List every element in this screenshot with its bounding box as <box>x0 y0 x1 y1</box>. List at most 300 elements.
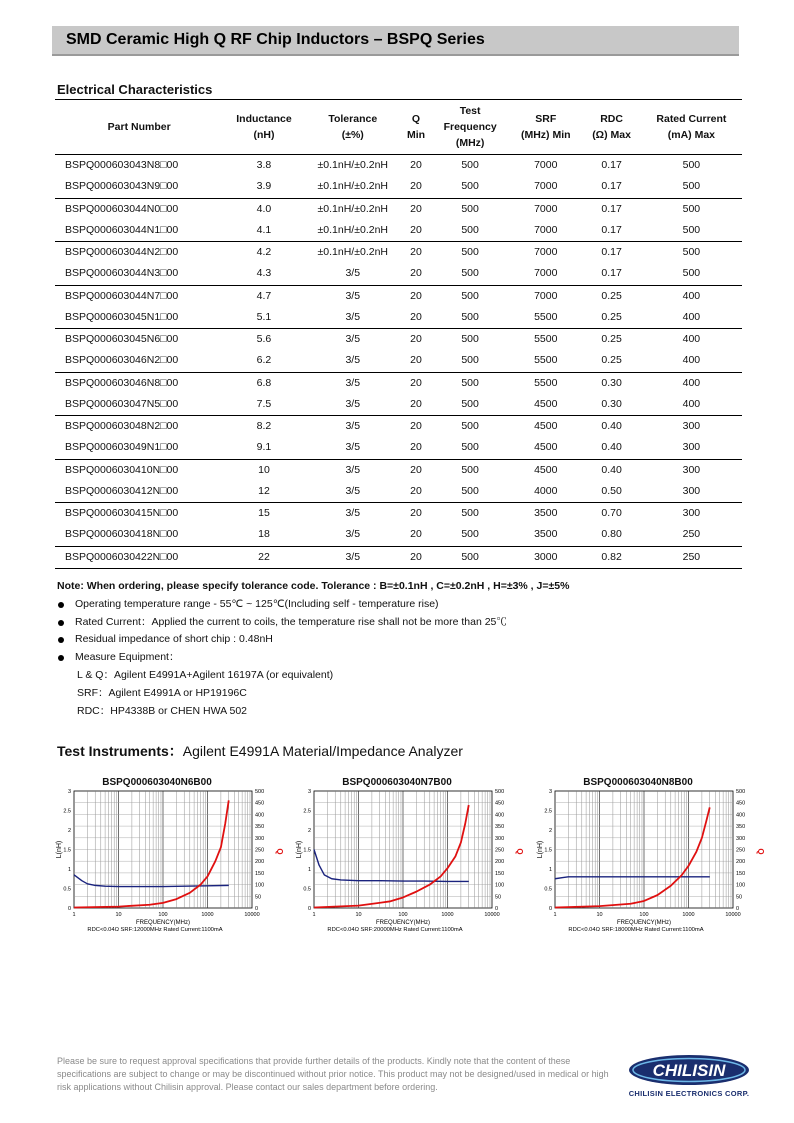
section-title: Electrical Characteristics <box>57 82 213 97</box>
y2-tick-label: 250 <box>736 847 746 854</box>
ordering-note: Note: When ordering, please specify tolerance code. Tolerance : B=±0.1nH , C=±0.2nH , H=±3% , J=±5% <box>57 580 570 592</box>
table-cell: 500 <box>461 159 479 172</box>
y2-tick-label: 200 <box>736 859 746 866</box>
table-cell: 0.25 <box>601 289 622 302</box>
table-cell: 0.50 <box>582 481 640 503</box>
table-cell: 0.40 <box>601 420 622 433</box>
table-cell: 3/5 <box>305 437 401 459</box>
table-cell: 0.82 <box>582 546 640 568</box>
table-cell: 7000 <box>509 176 582 198</box>
y2-tick-label: 450 <box>255 800 265 807</box>
table-cell: 0.30 <box>582 394 640 416</box>
x-tick-label: 1000 <box>201 912 214 918</box>
table-cell: 3.8 <box>256 159 272 172</box>
column-header-line: (MHz) <box>455 137 485 149</box>
y2-axis-label: Q <box>756 848 765 855</box>
table-cell: 0.25 <box>601 333 622 346</box>
table-cell: 4.7 <box>256 289 272 302</box>
column-header <box>401 100 431 155</box>
table-cell: 300 <box>682 463 701 476</box>
y-tick-label: 1.5 <box>303 847 311 854</box>
table-cell: ±0.1nH/±0.2nH <box>317 246 388 259</box>
table-cell: 0.17 <box>601 202 622 215</box>
x-axis-label: FREQUENCY(MHz) <box>617 920 671 926</box>
table-row <box>55 198 742 220</box>
table-row <box>55 437 742 459</box>
table-cell: 500 <box>431 524 509 546</box>
table-cell: 0.70 <box>601 507 622 520</box>
table-cell: 20 <box>410 420 422 433</box>
x-tick-label: 10000 <box>725 912 741 918</box>
table-body <box>55 155 742 569</box>
table-cell: 500 <box>641 176 742 198</box>
table-cell: 3/5 <box>305 524 401 546</box>
column-header-line: Part Number <box>107 121 171 133</box>
y-tick-label: 2 <box>307 828 311 834</box>
test-instruments <box>57 741 463 761</box>
y-tick-label: 0.5 <box>544 886 552 893</box>
company-name: CHILISIN ELECTRONICS CORP. <box>628 1089 750 1098</box>
part-number-cell: BSPQ000603044N7□00 <box>65 289 179 302</box>
part-number-cell: BSPQ0006030415N□00 <box>65 507 179 520</box>
chart-caption: RDC<0.04Ω SRF:20000MHz Rated Current:1100mA <box>327 927 463 933</box>
table-cell: 20 <box>410 202 422 215</box>
table-cell: 20 <box>410 159 422 172</box>
table-cell: 500 <box>641 220 742 242</box>
table-cell: 20 <box>410 289 422 302</box>
table-cell: 400 <box>682 333 701 346</box>
y-tick-label: 3 <box>548 789 552 795</box>
table-cell: 0.30 <box>601 376 622 389</box>
y2-tick-label: 0 <box>255 906 259 912</box>
table-cell: 4.0 <box>256 202 272 215</box>
table-cell: 500 <box>641 263 742 285</box>
y2-tick-label: 50 <box>255 894 262 901</box>
table-cell: 6.2 <box>223 350 304 372</box>
part-number-cell: BSPQ000603048N2□00 <box>65 420 179 433</box>
table-cell: 500 <box>431 307 509 329</box>
y2-tick-label: 400 <box>495 812 505 819</box>
chart-3 <box>533 777 773 947</box>
part-number-cell: BSPQ000603043N8□00 <box>65 159 179 172</box>
y2-tick-label: 500 <box>255 789 265 795</box>
part-number-cell: BSPQ0006030418N□00 <box>55 524 223 546</box>
part-number-cell: BSPQ0006030412N□00 <box>55 481 223 503</box>
title-bar <box>52 26 739 56</box>
table-cell: 500 <box>431 394 509 416</box>
table-cell: 7.5 <box>223 394 304 416</box>
x-tick-label: 10 <box>596 912 603 918</box>
table-cell: 500 <box>461 333 479 346</box>
chart-2 <box>292 777 532 947</box>
y2-tick-label: 250 <box>495 847 505 854</box>
column-header <box>305 100 401 155</box>
table-cell: 4.1 <box>223 220 304 242</box>
table-cell: 3/5 <box>305 350 401 372</box>
y2-tick-label: 50 <box>495 894 502 901</box>
table-cell: 500 <box>431 220 509 242</box>
x-tick-label: 10000 <box>244 912 260 918</box>
table-row <box>55 546 742 568</box>
table-row <box>55 155 742 177</box>
y-tick-label: 1 <box>548 867 552 873</box>
y-tick-label: 1.5 <box>63 847 71 854</box>
chart-svg <box>52 787 292 947</box>
table-cell: 20 <box>401 263 431 285</box>
table-cell: 500 <box>682 246 701 259</box>
table-row <box>55 176 742 198</box>
table-cell: 5500 <box>509 350 582 372</box>
table-cell: 0.25 <box>582 350 640 372</box>
table-cell: 10 <box>258 463 270 476</box>
table-cell: 300 <box>641 437 742 459</box>
column-header <box>641 100 742 155</box>
column-header-line: RDC <box>600 113 623 125</box>
y2-tick-label: 500 <box>736 789 746 795</box>
note-bullet: Measure Equipment： <box>57 649 757 667</box>
table-cell: 20 <box>401 307 431 329</box>
table-cell: 4500 <box>534 463 558 476</box>
y2-tick-label: 350 <box>255 824 265 831</box>
equipment-line: SRF：Agilent E4991A or HP19196C <box>77 686 247 699</box>
table-cell: 0.80 <box>582 524 640 546</box>
table-row <box>55 307 742 329</box>
table-row <box>55 285 742 307</box>
table-cell: 500 <box>461 507 479 520</box>
chart-title: BSPQ000603040N6B00 <box>102 777 212 788</box>
y2-tick-label: 350 <box>736 824 746 831</box>
equipment-line: L & Q：Agilent E4991A+Agilent 16197A (or equivalent) <box>77 668 334 681</box>
part-number-cell: BSPQ000603049N1□00 <box>55 437 223 459</box>
table-cell: 0.25 <box>582 307 640 329</box>
table-cell: 0.17 <box>582 220 640 242</box>
table-cell: 7000 <box>534 246 558 259</box>
x-tick-label: 1 <box>553 912 557 918</box>
column-header <box>55 100 223 155</box>
table-cell: 400 <box>682 289 701 302</box>
y2-tick-label: 0 <box>736 906 740 912</box>
table-row <box>55 459 742 481</box>
table-row <box>55 350 742 372</box>
y2-tick-label: 500 <box>495 789 505 795</box>
y-tick-label: 1 <box>67 867 71 873</box>
test-instruments-value: Agilent E4991A Material/Impedance Analyzer <box>182 743 463 759</box>
table-row <box>55 524 742 546</box>
y-tick-label: 2 <box>67 828 71 834</box>
chart-title: BSPQ000603040N7B00 <box>342 777 452 788</box>
table-cell: ±0.1nH/±0.2nH <box>317 159 388 172</box>
table-cell: 8.2 <box>256 420 272 433</box>
table-cell: 500 <box>431 437 509 459</box>
table-cell: 20 <box>401 524 431 546</box>
table-cell: 500 <box>461 376 479 389</box>
note-bullet: Residual impedance of short chip : 0.48nH <box>57 631 757 649</box>
y-axis-label: L(nH) <box>296 840 303 859</box>
x-tick-label: 10000 <box>484 912 500 918</box>
column-header <box>582 100 640 155</box>
part-number-cell: BSPQ000603046N8□00 <box>65 376 179 389</box>
y-tick-label: 1.5 <box>544 847 552 854</box>
column-header <box>223 100 304 155</box>
column-header-line: Rated Current <box>656 113 727 125</box>
table-row <box>55 263 742 285</box>
y-tick-label: 1 <box>307 867 311 873</box>
part-number-cell: BSPQ000603047N5□00 <box>55 394 223 416</box>
table-cell: 4000 <box>509 481 582 503</box>
notes <box>57 578 757 720</box>
page-title: SMD Ceramic High Q RF Chip Inductors – BSPQ Series <box>66 31 485 48</box>
table-row <box>55 329 742 351</box>
column-header-line: SRF <box>535 113 557 125</box>
x-tick-label: 100 <box>398 912 408 918</box>
table-cell: 3500 <box>509 524 582 546</box>
y2-tick-label: 350 <box>495 824 505 831</box>
table-row <box>55 220 742 242</box>
y2-tick-label: 50 <box>736 894 743 901</box>
table-row <box>55 481 742 503</box>
table-cell: 0.17 <box>582 263 640 285</box>
table-cell: 20 <box>401 176 431 198</box>
x-tick-label: 1000 <box>441 912 454 918</box>
table-cell: 250 <box>641 546 742 568</box>
table-cell: 4500 <box>534 420 558 433</box>
table-cell: 3/5 <box>345 333 361 346</box>
chart-caption: RDC<0.04Ω SRF:12000MHz Rated Current:1100mA <box>87 927 223 933</box>
y-tick-label: 2 <box>548 828 552 834</box>
y2-tick-label: 150 <box>736 870 746 877</box>
table-cell: 500 <box>682 159 701 172</box>
table-cell: 500 <box>461 202 479 215</box>
table-cell: 4500 <box>509 437 582 459</box>
part-number-cell: BSPQ000603046N2□00 <box>55 350 223 372</box>
y-tick-label: 2.5 <box>303 808 311 815</box>
table-cell: 400 <box>641 350 742 372</box>
part-number-cell: BSPQ000603044N2□00 <box>65 246 179 259</box>
note-bullet: Operating temperature range - 55℃ ~ 125℃(Including self - temperature rise) <box>57 596 757 614</box>
table-cell: 3/5 <box>345 507 361 520</box>
y2-tick-label: 100 <box>495 882 505 889</box>
table-cell: ±0.1nH/±0.2nH <box>317 202 388 215</box>
table-cell: ±0.1nH/±0.2nH <box>305 176 401 198</box>
table-cell: 300 <box>682 420 701 433</box>
table-cell: 500 <box>461 420 479 433</box>
x-axis-label: FREQUENCY(MHz) <box>136 920 190 926</box>
part-number-cell: BSPQ000603044N0□00 <box>65 202 179 215</box>
chart-caption: RDC<0.04Ω SRF:18000MHz Rated Current:1100mA <box>568 927 704 933</box>
table-cell: 4.2 <box>256 246 272 259</box>
part-number-cell: BSPQ0006030422N□00 <box>55 546 223 568</box>
table-cell: 300 <box>682 507 701 520</box>
part-number-cell: BSPQ0006030410N□00 <box>65 463 179 476</box>
y2-tick-label: 300 <box>495 835 505 842</box>
part-number-cell: BSPQ000603044N1□00 <box>55 220 223 242</box>
y-tick-label: 2.5 <box>63 808 71 815</box>
y-tick-label: 2.5 <box>544 808 552 815</box>
column-header-line: (mA) Max <box>667 129 716 141</box>
table-cell: 3/5 <box>305 481 401 503</box>
table-cell: 0.17 <box>601 246 622 259</box>
y2-tick-label: 300 <box>255 835 265 842</box>
table-cell: 20 <box>401 394 431 416</box>
table-cell: 3/5 <box>345 289 361 302</box>
table-cell: 7000 <box>534 202 558 215</box>
x-tick-label: 1 <box>312 912 316 918</box>
svg-text:CHILISIN: CHILISIN <box>652 1061 726 1080</box>
y2-axis-label: Q <box>275 848 284 855</box>
y2-tick-label: 100 <box>255 882 265 889</box>
table-cell: 500 <box>431 546 509 568</box>
table-cell: 22 <box>223 546 304 568</box>
y-tick-label: 0 <box>67 906 71 912</box>
table-cell: 3/5 <box>305 394 401 416</box>
table-cell: 0.17 <box>582 176 640 198</box>
table-cell: 4500 <box>509 394 582 416</box>
y2-tick-label: 150 <box>495 870 505 877</box>
table-cell: 400 <box>641 394 742 416</box>
table-cell: ±0.1nH/±0.2nH <box>305 220 401 242</box>
column-header-line: (±%) <box>341 129 364 141</box>
table-cell: 20 <box>401 220 431 242</box>
table-cell: 300 <box>641 481 742 503</box>
table-header-row <box>55 100 742 155</box>
x-tick-label: 1000 <box>682 912 695 918</box>
table-cell: 3.9 <box>223 176 304 198</box>
chart-svg <box>533 787 773 947</box>
table-cell: 500 <box>431 350 509 372</box>
table-cell: 20 <box>410 507 422 520</box>
column-header-line: Q <box>411 113 421 125</box>
table-cell: 500 <box>461 463 479 476</box>
y-axis-label: L(nH) <box>56 840 63 859</box>
table-cell: 20 <box>401 350 431 372</box>
table-cell: 7000 <box>509 263 582 285</box>
column-header-line: (nH) <box>253 129 275 141</box>
table-cell: 9.1 <box>223 437 304 459</box>
y2-axis-label: Q <box>515 848 524 855</box>
table-cell: 500 <box>431 481 509 503</box>
y2-tick-label: 0 <box>495 906 499 912</box>
y2-tick-label: 250 <box>255 847 265 854</box>
y2-tick-label: 200 <box>255 859 265 866</box>
table-cell: 20 <box>410 463 422 476</box>
table-cell: 400 <box>641 307 742 329</box>
table-cell: 4.3 <box>223 263 304 285</box>
table-cell: 20 <box>401 437 431 459</box>
table-cell: 3500 <box>534 507 558 520</box>
chart-svg <box>292 787 532 947</box>
table-row <box>55 242 742 264</box>
column-header-line: (Ω) Max <box>592 129 631 141</box>
x-tick-label: 100 <box>158 912 168 918</box>
table-cell: 3/5 <box>345 376 361 389</box>
y2-tick-label: 400 <box>736 812 746 819</box>
table-cell: 3000 <box>509 546 582 568</box>
chart-title: BSPQ000603040N8B00 <box>583 777 693 788</box>
table-cell: 5500 <box>534 376 558 389</box>
x-tick-label: 10 <box>115 912 122 918</box>
table-cell: 500 <box>461 246 479 259</box>
table-row <box>55 503 742 525</box>
table-cell: 500 <box>461 289 479 302</box>
table-cell: 20 <box>401 481 431 503</box>
x-axis-label: FREQUENCY(MHz) <box>376 920 430 926</box>
table-cell: 0.40 <box>582 437 640 459</box>
y-tick-label: 3 <box>67 789 71 795</box>
y-tick-label: 0 <box>307 906 311 912</box>
table-cell: 3/5 <box>345 420 361 433</box>
table-cell: 12 <box>223 481 304 503</box>
table-cell: 15 <box>258 507 270 520</box>
x-tick-label: 1 <box>72 912 76 918</box>
x-tick-label: 100 <box>639 912 649 918</box>
table-cell: 20 <box>401 546 431 568</box>
y2-tick-label: 450 <box>736 800 746 807</box>
table-cell: 500 <box>682 202 701 215</box>
column-header <box>509 100 582 155</box>
equipment-line: RDC：HP4338B or CHEN HWA 502 <box>77 704 247 717</box>
table-cell: 6.8 <box>256 376 272 389</box>
table-cell: 7000 <box>534 159 558 172</box>
y-tick-label: 0 <box>548 906 552 912</box>
y-tick-label: 3 <box>307 789 311 795</box>
y2-tick-label: 450 <box>495 800 505 807</box>
table-cell: 7000 <box>534 289 558 302</box>
table-cell: 5500 <box>534 333 558 346</box>
table-row <box>55 394 742 416</box>
part-number-cell: BSPQ000603045N1□00 <box>55 307 223 329</box>
column-header-line: Inductance <box>236 113 292 125</box>
table-cell: 3/5 <box>345 463 361 476</box>
table-row <box>55 416 742 438</box>
table-cell: 5500 <box>509 307 582 329</box>
column-header-line: Frequency <box>443 121 497 133</box>
table-cell: 5.1 <box>223 307 304 329</box>
table-cell: 0.17 <box>601 159 622 172</box>
table-cell: 400 <box>682 376 701 389</box>
footer-disclaimer: Please be sure to request approval specifications that provide further details of the products. Kindly note that the content of these specifications are subject to change or may be discontinued without prior notice. This product may not be designed/used in medical or high risk applications without Chilisin approval. Please contact our sales department before ordering. <box>57 1056 609 1092</box>
y2-tick-label: 150 <box>255 870 265 877</box>
table-cell: 20 <box>410 376 422 389</box>
y2-tick-label: 200 <box>495 859 505 866</box>
table-cell: 250 <box>641 524 742 546</box>
table-cell: 20 <box>410 333 422 346</box>
column-header-line: Test <box>459 105 481 117</box>
y-tick-label: 0.5 <box>303 886 311 893</box>
table-cell: 0.40 <box>601 463 622 476</box>
table-row <box>55 372 742 394</box>
y-tick-label: 0.5 <box>63 886 71 893</box>
table-cell: 7000 <box>509 220 582 242</box>
table-cell: 3/5 <box>305 307 401 329</box>
chart-1 <box>52 777 292 947</box>
table-cell: 3/5 <box>305 546 401 568</box>
part-number-cell: BSPQ000603044N3□00 <box>55 263 223 285</box>
table-cell: 18 <box>223 524 304 546</box>
table-cell: 5.6 <box>256 333 272 346</box>
spec-table <box>55 99 742 569</box>
table-cell: 500 <box>431 176 509 198</box>
note-bullet: Rated Current：Applied the current to coils, the temperature rise shall not be more than 25℃ <box>57 614 757 632</box>
column-header <box>431 100 509 155</box>
part-number-cell: BSPQ000603043N9□00 <box>55 176 223 198</box>
table-cell: 20 <box>410 246 422 259</box>
test-instruments-label: Test Instruments： <box>57 743 183 759</box>
x-tick-label: 10 <box>355 912 362 918</box>
table-cell: 3/5 <box>305 263 401 285</box>
column-header-line: Tolerance <box>328 113 378 125</box>
column-header-line: (MHz) Min <box>520 129 571 141</box>
y2-tick-label: 100 <box>736 882 746 889</box>
